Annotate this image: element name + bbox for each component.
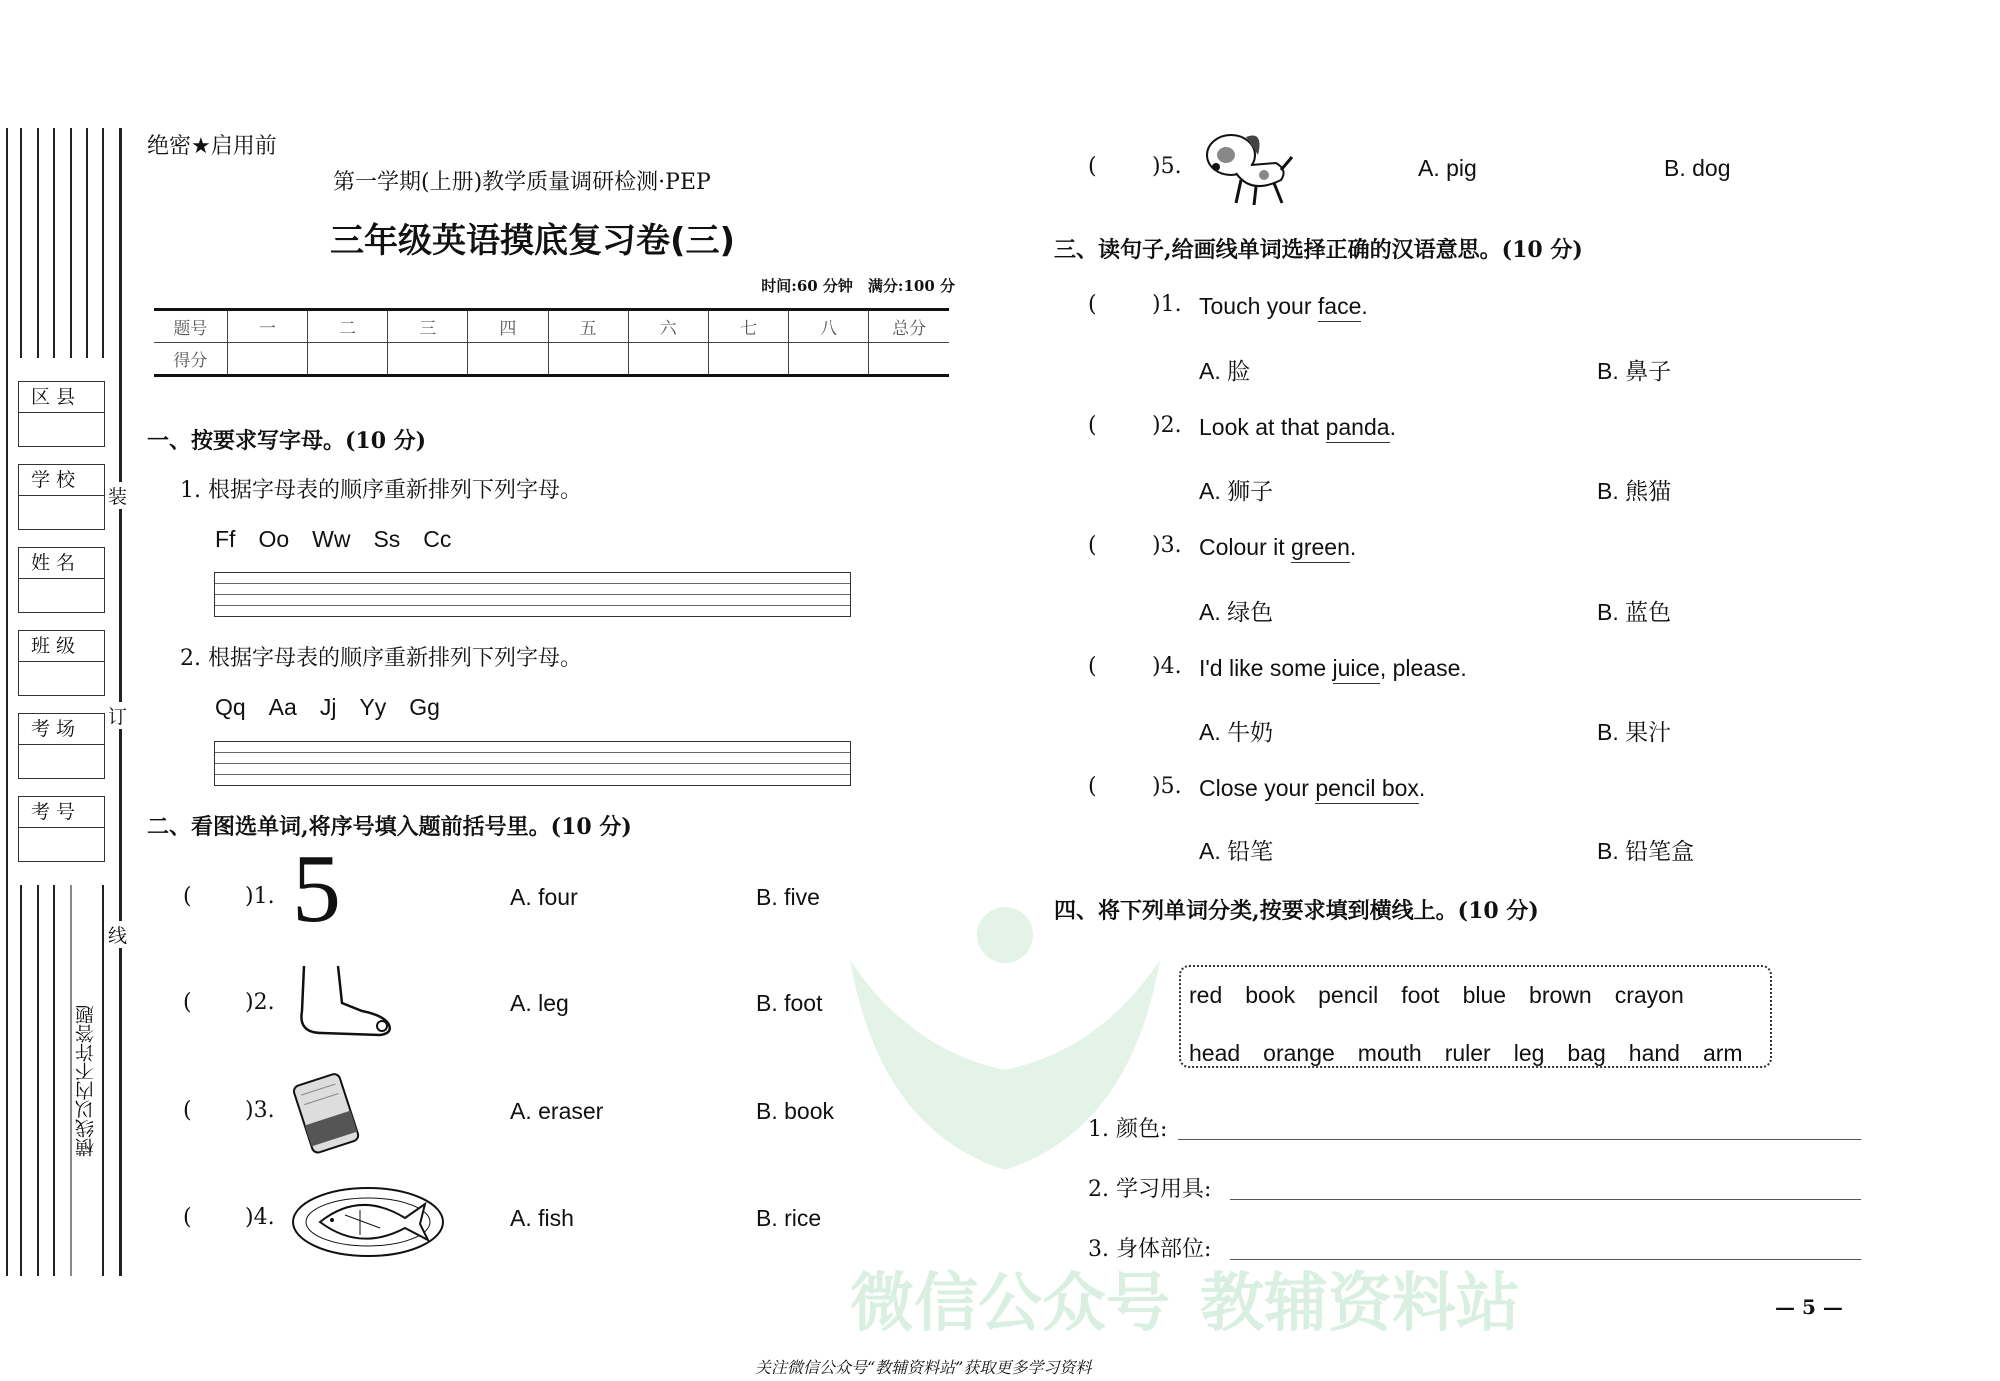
word-bank-row: red book pencil foot blue brown crayon <box>1189 982 1684 1008</box>
page-number: — 5 — <box>1775 1295 1843 1319</box>
watermark-text-1: 微信公众号 <box>850 1267 1170 1341</box>
option-b: B. 铅笔盒 <box>1597 838 1695 864</box>
fish-on-plate-picture-icon <box>290 1180 446 1260</box>
word-bank-box <box>1179 965 1772 1068</box>
underlined-word: juice <box>1333 655 1380 684</box>
option-a: A. 脸 <box>1199 358 1251 384</box>
sentence-text: . <box>1349 534 1357 560</box>
answer-paren[interactable]: ( <box>1088 654 1097 679</box>
option-b: B. five <box>756 884 820 910</box>
binding-mark: 装 <box>108 482 127 509</box>
letters: Ff Oo Ww Ss Cc <box>215 526 452 552</box>
category-label-color: 1. 颜色: <box>1088 1117 1168 1142</box>
option-a: A. 铅笔 <box>1199 838 1274 864</box>
answer-paren[interactable]: ( <box>1088 154 1097 179</box>
option-a: A. 牛奶 <box>1199 719 1274 745</box>
item-number: )3. <box>1152 533 1182 558</box>
underlined-word: pencil box <box>1315 775 1419 804</box>
underlined-word: green <box>1291 534 1350 563</box>
item-number: )2. <box>245 990 275 1015</box>
info-field-school[interactable] <box>18 464 105 530</box>
dog-picture-icon <box>1196 125 1296 210</box>
item-number: )5. <box>1152 154 1182 179</box>
answer-paren[interactable]: ( <box>1088 292 1097 317</box>
writing-lines[interactable] <box>214 572 851 617</box>
option-b: B. foot <box>756 990 823 1016</box>
sentence <box>1199 655 1467 682</box>
section4-heading: 四、将下列单词分类,按要求填到横线上。(10 分) <box>1054 898 1539 924</box>
item-number: )4. <box>1152 654 1182 679</box>
number-five-picture: 5 <box>292 835 341 943</box>
exam-subtitle: 第一学期(上册)教学质量调研检测·PEP <box>333 170 711 195</box>
item-number: )1. <box>1152 292 1182 317</box>
option-a: A. four <box>510 884 578 910</box>
section3-heading: 三、读句子,给画线单词选择正确的汉语意思。(10 分) <box>1054 237 1583 263</box>
item-number: )3. <box>245 1098 275 1123</box>
sentence-text: I'd like some <box>1199 655 1333 681</box>
question-prompt: 2. 根据字母表的顺序重新排列下列字母。 <box>180 646 582 671</box>
section1-heading: 一、按要求写字母。(10 分) <box>147 428 427 454</box>
sentence-text: . <box>1418 775 1426 801</box>
option-b: B. 鼻子 <box>1597 358 1672 384</box>
option-b: B. book <box>756 1098 834 1124</box>
info-label: 考 号 <box>19 797 104 828</box>
option-a: A. 狮子 <box>1199 478 1274 504</box>
info-label: 班 级 <box>19 631 104 662</box>
option-b: B. 果汁 <box>1597 719 1672 745</box>
word-bank-row: head orange mouth ruler leg bag hand arm <box>1189 1040 1743 1066</box>
option-a: A. pig <box>1418 155 1477 181</box>
letters: Qq Aa Jj Yy Gg <box>215 694 440 720</box>
sentence <box>1199 293 1368 320</box>
foot-picture-icon <box>292 963 397 1038</box>
watermark-text-2: 教辅资料站 <box>1200 1267 1520 1341</box>
underlined-word: face <box>1318 293 1361 322</box>
answer-paren[interactable]: ( <box>1088 533 1097 558</box>
section2-heading: 二、看图选单词,将序号填入题前括号里。(10 分) <box>147 814 632 840</box>
sentence <box>1199 414 1396 441</box>
sentence-text: Look at that <box>1199 414 1326 440</box>
category-label-school-things: 2. 学习用具: <box>1088 1177 1212 1202</box>
sentence-text: . <box>1389 414 1396 440</box>
underlined-word: panda <box>1326 414 1390 443</box>
sentence-text: , please. <box>1379 655 1467 681</box>
eraser-picture-icon <box>290 1068 365 1158</box>
no-answer-note: 横线以内不许答题 <box>75 1005 97 1157</box>
option-a: A. leg <box>510 990 569 1016</box>
answer-paren[interactable]: ( <box>1088 774 1097 799</box>
item-number: )4. <box>245 1205 275 1230</box>
answer-paren[interactable]: ( <box>183 1205 192 1230</box>
option-a: A. 绿色 <box>1199 599 1274 625</box>
info-field-name[interactable] <box>18 547 105 613</box>
item-number: )5. <box>1152 774 1182 799</box>
info-field-class[interactable] <box>18 630 105 696</box>
answer-line-school-things[interactable] <box>1230 1199 1861 1200</box>
sentence <box>1199 534 1356 561</box>
sentence-text: Touch your <box>1199 293 1318 319</box>
time-score-info: 时间:60 分钟 满分:100 分 <box>761 277 955 295</box>
answer-line-color[interactable] <box>1178 1139 1861 1140</box>
option-b: B. rice <box>756 1205 822 1231</box>
score-table: 题号 一 二 三 四 五 六 七 八 总分 得分 <box>154 308 949 377</box>
category-label-body-parts: 3. 身体部位: <box>1088 1237 1212 1262</box>
page-title: 三年级英语摸底复习卷(三) <box>330 221 736 261</box>
sentence-text: Colour it <box>1199 534 1292 560</box>
item-number: )1. <box>245 884 275 909</box>
item-number: )2. <box>1152 413 1182 438</box>
info-field-exam-number[interactable] <box>18 796 105 862</box>
info-field-exam-room[interactable] <box>18 713 105 779</box>
info-field-district[interactable] <box>18 381 105 447</box>
confidential-label: 绝密★启用前 <box>147 134 277 159</box>
footer-note: 关注微信公众号“教辅资料站”获取更多学习资料 <box>755 1358 1092 1377</box>
option-b: B. 熊猫 <box>1597 478 1672 504</box>
sentence-text: Close your <box>1199 775 1316 801</box>
answer-paren[interactable]: ( <box>183 990 192 1015</box>
sentence <box>1199 775 1425 802</box>
info-label: 学 校 <box>19 465 104 496</box>
answer-line-body-parts[interactable] <box>1230 1259 1861 1260</box>
option-b: B. 蓝色 <box>1597 599 1672 625</box>
info-label: 区 县 <box>19 382 104 413</box>
option-a: A. eraser <box>510 1098 604 1124</box>
binding-mark: 订 <box>108 702 127 729</box>
option-a: A. fish <box>510 1205 574 1231</box>
option-b: B. dog <box>1664 155 1731 181</box>
answer-paren[interactable]: ( <box>183 884 192 909</box>
writing-lines[interactable] <box>214 741 851 786</box>
answer-paren[interactable]: ( <box>1088 413 1097 438</box>
answer-paren[interactable]: ( <box>183 1098 192 1123</box>
info-label: 姓 名 <box>19 548 104 579</box>
info-label: 考 场 <box>19 714 104 745</box>
sentence-text: . <box>1361 293 1368 319</box>
binding-mark: 线 <box>108 921 127 948</box>
question-prompt: 1. 根据字母表的顺序重新排列下列字母。 <box>180 478 582 503</box>
